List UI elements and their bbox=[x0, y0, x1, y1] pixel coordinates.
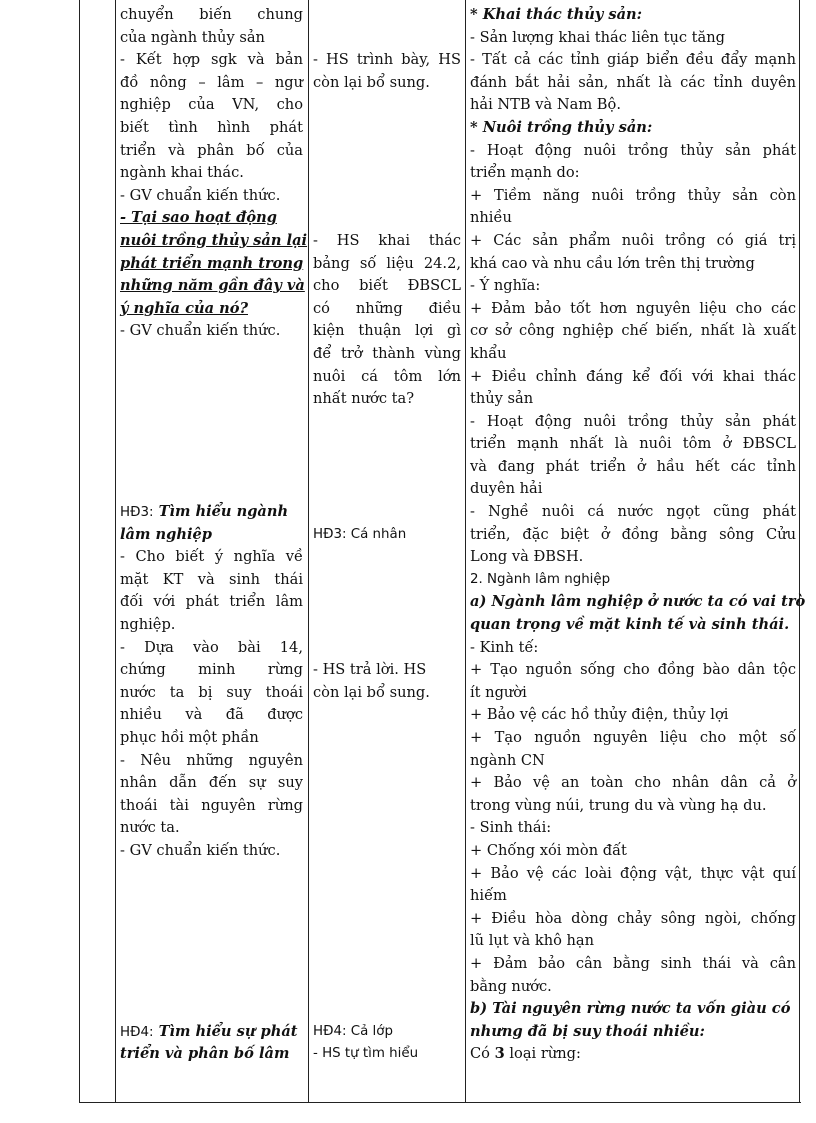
col3-line: + Đảm bảo cân bằng sinh thái và cân bbox=[470, 954, 796, 972]
col1-line: biết tình hình phát bbox=[120, 118, 303, 136]
col1-line: ngành khai thác. bbox=[120, 164, 244, 182]
col1-line: nhân dẫn đến sự suy bbox=[120, 774, 303, 792]
col2-line bbox=[313, 908, 461, 931]
col2-line bbox=[313, 750, 461, 773]
col2-line bbox=[313, 4, 461, 27]
col3-line: Long và ĐBSH. bbox=[470, 548, 584, 566]
col3-line: + Các sản phẩm nuôi trồng có giá trị bbox=[470, 231, 796, 249]
col3-line: + Điều chỉnh đáng kể đối với khai thác bbox=[470, 367, 796, 385]
col3-line: + Bảo vệ các hồ thủy điện, thủy lợi bbox=[470, 706, 729, 724]
col1-line bbox=[120, 433, 303, 456]
col3-line: 2. Ngành lâm nghiệp bbox=[470, 571, 611, 587]
col1-line: HĐ3: Tìm hiểu ngành bbox=[120, 503, 289, 521]
col2-line bbox=[313, 162, 461, 185]
col2-line: nhất nước ta? bbox=[313, 390, 415, 408]
col2-line: bảng số liệu 24.2, bbox=[313, 254, 461, 272]
col2-line: HĐ3: Cá nhân bbox=[313, 526, 407, 542]
col3-line: khá cao và nhu cầu lớn trên thị trường bbox=[470, 254, 755, 272]
col2-line: HĐ4: Cả lớp bbox=[313, 1023, 393, 1039]
col3-line: b) Tài nguyên rừng nước ta vốn giàu có bbox=[470, 1000, 791, 1018]
teacher-activity-column bbox=[120, 4, 308, 1066]
col1-line: nước ta bị suy thoái bbox=[120, 683, 303, 701]
col1-line: của ngành thủy sản bbox=[120, 28, 265, 46]
col3-line: ít người bbox=[470, 683, 527, 701]
col1-line: lâm nghiệp bbox=[120, 525, 212, 543]
col3-line: + Bảo vệ an toàn cho nhân dân cả ở bbox=[470, 774, 796, 792]
col1-line: nhiều và đã được bbox=[120, 706, 303, 724]
col3-line: nhiều bbox=[470, 209, 512, 227]
col2-line bbox=[313, 885, 461, 908]
col1-line: - Tại sao hoạt động bbox=[120, 209, 277, 227]
col2-line: - HS trả lời. HS bbox=[313, 661, 427, 679]
col2-line bbox=[313, 953, 461, 976]
col3-line: + Bảo vệ các loài động vật, thực vật quí bbox=[470, 864, 796, 882]
col3-line: Có 3 loại rừng: bbox=[470, 1045, 581, 1063]
col2-line bbox=[313, 140, 461, 163]
col1-line bbox=[120, 908, 303, 931]
col1-line: - Cho biết ý nghĩa về bbox=[120, 548, 303, 566]
col2-line bbox=[313, 411, 461, 434]
col1-line: nghiệp của VN, cho bbox=[120, 96, 303, 114]
col1-line: HĐ4: Tìm hiểu sự phát bbox=[120, 1022, 298, 1040]
col2-line bbox=[313, 998, 461, 1021]
col1-line bbox=[120, 411, 303, 434]
column-divider-1 bbox=[115, 0, 116, 1103]
col3-line: a) Ngành lâm nghiệp ở nước ta có vai trò bbox=[470, 593, 806, 611]
col3-line: - Hoạt động nuôi trồng thủy sản phát bbox=[470, 141, 796, 159]
col2-line bbox=[313, 27, 461, 50]
col2-line: để trở thành vùng bbox=[313, 344, 461, 362]
col3-line: - Hoạt động nuôi trồng thủy sản phát bbox=[470, 412, 796, 430]
col2-line bbox=[313, 456, 461, 479]
col1-line: mặt KT và sinh thái bbox=[120, 570, 303, 588]
col1-line: nuôi trồng thủy sản lại bbox=[120, 231, 308, 249]
student-activity-column bbox=[313, 4, 461, 1066]
col2-line bbox=[313, 207, 461, 230]
col3-line: - Ý nghĩa: bbox=[470, 277, 541, 295]
col3-line: + Tạo nguồn nguyên liệu cho một số bbox=[470, 729, 796, 746]
col1-line: những năm gần đây và bbox=[120, 277, 305, 295]
col3-line: - Sản lượng khai thác liên tục tăng bbox=[470, 28, 725, 46]
col3-line: lũ lụt và khô hạn bbox=[470, 932, 595, 950]
col3-line: thủy sản bbox=[470, 390, 534, 408]
col1-line: phục hồi một phần bbox=[120, 729, 259, 746]
col2-line bbox=[313, 817, 461, 840]
col1-line: - GV chuẩn kiến thức. bbox=[120, 841, 281, 859]
col2-line bbox=[313, 117, 461, 140]
col1-line: - GV chuẩn kiến thức. bbox=[120, 186, 281, 204]
col3-line: triển mạnh nhất là nuôi tôm ở ĐBSCL bbox=[470, 435, 796, 453]
col2-line bbox=[313, 185, 461, 208]
col3-line: triển mạnh do: bbox=[470, 164, 580, 182]
col1-line: chuyển biến chung bbox=[120, 6, 303, 23]
col1-line: đối với phát triển lâm bbox=[120, 593, 303, 611]
col1-line bbox=[120, 863, 303, 886]
col3-line: trong vùng núi, trung du và vùng hạ du. bbox=[470, 796, 767, 814]
lesson-content-column bbox=[470, 4, 806, 1066]
col3-line: cơ sở công nghiệp chế biến, nhất là xuất bbox=[470, 322, 796, 340]
col3-line: + Đảm bảo tốt hơn nguyên liệu cho các bbox=[470, 299, 796, 317]
lesson-plan-table bbox=[79, 0, 806, 1103]
col2-line: có những điều bbox=[313, 299, 461, 317]
col3-line: - Nghề nuôi cá nước ngọt cũng phát bbox=[470, 503, 796, 521]
col1-line: ý nghĩa của nó? bbox=[120, 299, 248, 317]
col1-line: - Kết hợp sgk và bản bbox=[120, 51, 303, 69]
col3-line: * Nuôi trồng thủy sản: bbox=[470, 118, 653, 136]
column-divider-2 bbox=[308, 0, 309, 1103]
col2-line bbox=[313, 637, 461, 660]
col1-line bbox=[120, 388, 303, 411]
col1-line bbox=[120, 478, 303, 501]
col2-line: - HS tự tìm hiểu bbox=[313, 1046, 419, 1062]
col3-line: đánh bắt hải sản, nhất là các tỉnh duyên bbox=[470, 73, 796, 91]
col2-line: - HS trình bày, HS bbox=[313, 51, 461, 69]
col1-line: - Dựa vào bài 14, bbox=[120, 638, 303, 656]
col2-line bbox=[313, 727, 461, 750]
col1-line: thoái tài nguyên rừng bbox=[120, 796, 303, 814]
col3-line: - Kinh tế: bbox=[470, 638, 539, 656]
col1-line bbox=[120, 343, 303, 366]
col1-line bbox=[120, 885, 303, 908]
table-border-bottom bbox=[79, 1102, 801, 1103]
col1-line: triển và phân bố lâm bbox=[120, 1045, 290, 1063]
table-border-left bbox=[79, 0, 80, 1103]
col3-line: * Khai thác thủy sản: bbox=[470, 6, 643, 23]
col3-line: nhưng đã bị suy thoái nhiều: bbox=[470, 1022, 705, 1040]
col1-line: đồ nông – lâm – ngư bbox=[120, 73, 303, 91]
col1-line bbox=[120, 456, 303, 479]
col2-line bbox=[313, 546, 461, 569]
col2-line: còn lại bổ sung. bbox=[313, 683, 430, 701]
table-border-right bbox=[799, 0, 800, 1103]
col2-line: - HS khai thác bbox=[313, 231, 461, 249]
column-divider-3 bbox=[465, 0, 466, 1103]
col2-line bbox=[313, 930, 461, 953]
col2-line bbox=[313, 591, 461, 614]
col2-line: nuôi cá tôm lớn bbox=[313, 367, 461, 385]
col3-line: triển, đặc biệt ở đồng bằng sông Cửu bbox=[470, 525, 796, 543]
col1-line bbox=[120, 998, 303, 1021]
col2-line bbox=[313, 795, 461, 818]
col1-line: nghiệp. bbox=[120, 616, 176, 634]
col2-line bbox=[313, 772, 461, 795]
col3-line: + Tiềm năng nuôi trồng thủy sản còn bbox=[470, 186, 796, 204]
col3-line: + Điều hòa dòng chảy sông ngòi, chống bbox=[470, 909, 796, 927]
col2-line bbox=[313, 976, 461, 999]
col1-line: chứng minh rừng bbox=[120, 661, 303, 679]
col3-line: duyên hải bbox=[470, 480, 543, 498]
col3-line: ngành CN bbox=[470, 751, 545, 769]
col1-line bbox=[120, 976, 303, 999]
col3-line: và đang phát triển ở hầu hết các tỉnh bbox=[470, 457, 796, 475]
col3-line: - Sinh thái: bbox=[470, 819, 552, 837]
col3-line: khẩu bbox=[470, 344, 507, 362]
col2-line bbox=[313, 433, 461, 456]
col2-line bbox=[313, 569, 461, 592]
col3-line: quan trọng về mặt kinh tế và sinh thái. bbox=[470, 616, 790, 634]
col3-line: hải NTB và Nam Bộ. bbox=[470, 96, 621, 114]
col3-line: + Tạo nguồn sống cho đồng bào dân tộc bbox=[470, 661, 796, 679]
col1-line: nước ta. bbox=[120, 819, 180, 837]
col3-line: bằng nước. bbox=[470, 977, 552, 995]
col2-line: cho biết ĐBSCL bbox=[313, 277, 461, 295]
col1-line bbox=[120, 366, 303, 389]
col1-line: phát triển mạnh trong bbox=[120, 254, 304, 272]
col1-line: - Nêu những nguyên bbox=[120, 751, 303, 769]
col2-line: kiện thuận lợi gì bbox=[313, 322, 461, 340]
col2-line bbox=[313, 614, 461, 637]
col2-line bbox=[313, 94, 461, 117]
col3-line: + Chống xói mòn đất bbox=[470, 841, 627, 859]
col1-line: triển và phân bố của bbox=[120, 141, 303, 159]
col1-line bbox=[120, 953, 303, 976]
col3-line: hiếm bbox=[470, 887, 507, 905]
col2-line bbox=[313, 501, 461, 524]
col2-line bbox=[313, 863, 461, 886]
col1-line: - GV chuẩn kiến thức. bbox=[120, 322, 281, 340]
col2-line bbox=[313, 478, 461, 501]
col2-line bbox=[313, 840, 461, 863]
col1-line bbox=[120, 930, 303, 953]
col2-line bbox=[313, 704, 461, 727]
col3-line: - Tất cả các tỉnh giáp biển đều đẩy mạnh bbox=[470, 51, 796, 69]
col2-line: còn lại bổ sung. bbox=[313, 73, 430, 91]
